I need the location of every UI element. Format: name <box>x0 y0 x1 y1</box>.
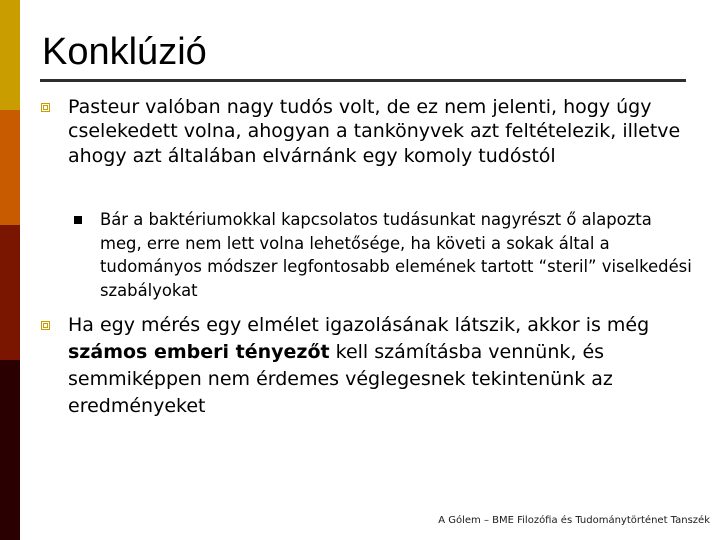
bullet-2-text-before: Ha egy mérés egy elmélet igazolásának látszik, akkor is még <box>68 314 650 336</box>
bullet-2-text-after: kell számításba vennünk, és semmiképpen nem érdemes véglegesnek tekintenünk az eredményeket <box>68 341 613 417</box>
square-bullet-icon <box>41 103 50 112</box>
side-bar-segment-red <box>0 225 20 360</box>
footer-credit: A Gólem – BME Filozófia és Tudománytörténet Tanszék <box>438 515 710 526</box>
bullet-2-text <box>68 312 708 420</box>
side-bar-segment-orange <box>0 110 20 225</box>
side-bar-segment-gold <box>0 0 20 110</box>
side-bar-segment-dark <box>0 360 20 540</box>
square-bullet-icon <box>41 321 50 330</box>
slide-title: Konklúzió <box>42 31 207 73</box>
title-underline <box>40 79 686 82</box>
sub-bullet-1-text: Bár a baktériumokkal kapcsolatos tudásunkat nagyrészt ő alapozta meg, erre nem lett volna lehetősége, ha követi a sokak által a tudományos módszer legfontosabb elemének tartott “steril” viselkedési szabályokat <box>100 210 692 300</box>
bullet-1-text: Pasteur valóban nagy tudós volt, de ez nem jelenti, hogy úgy cselekedett volna, ahogyan a tankönyvek azt feltételezik, illetve ahogy azt általában elvárnánk egy komoly tudóstól <box>68 96 681 167</box>
sub-bullet-icon <box>74 216 82 224</box>
bullet-2-text-bold: számos emberi tényezőt <box>68 341 330 363</box>
